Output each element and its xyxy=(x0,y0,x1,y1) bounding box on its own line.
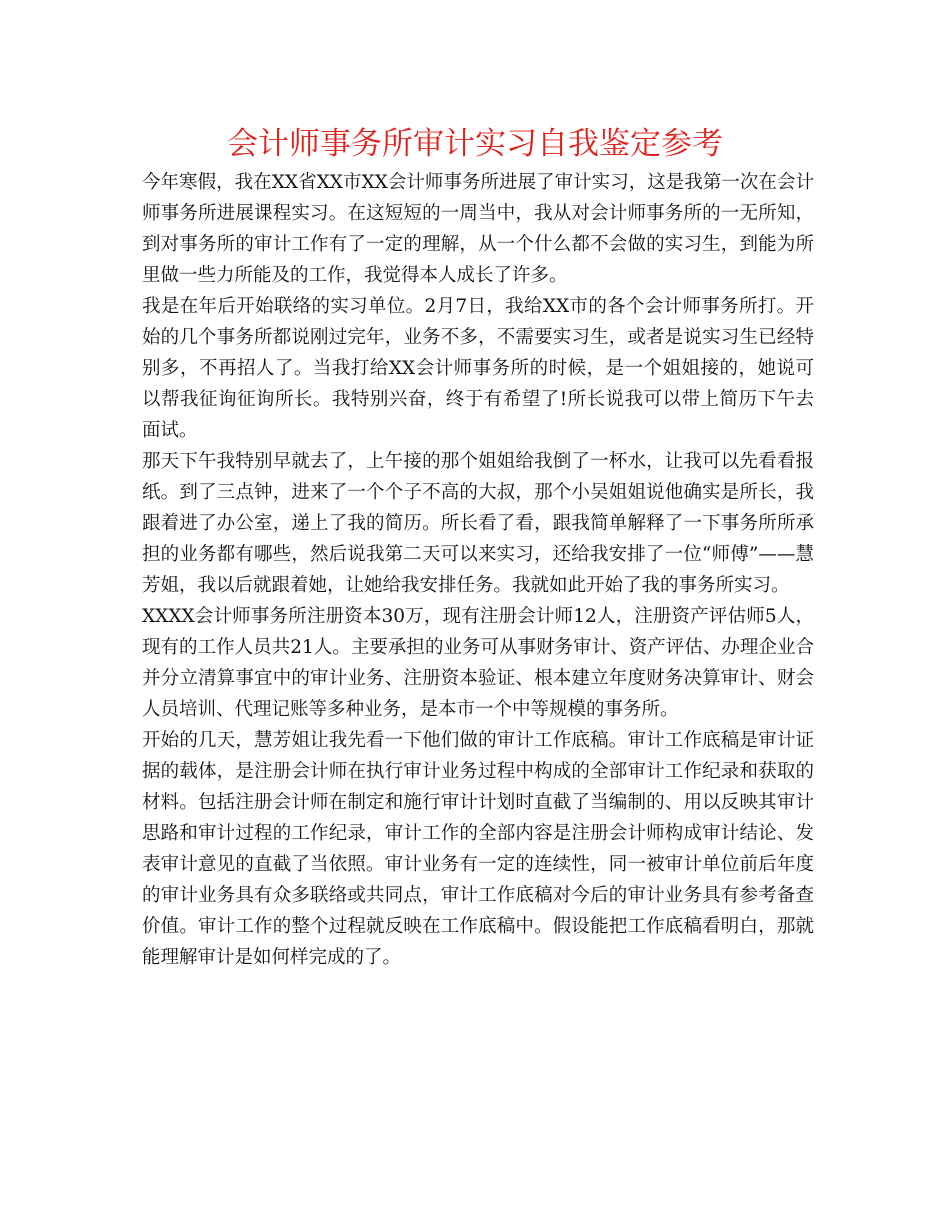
paragraph-4: XXXX会计师事务所注册资本30万，现有注册会计师12人，注册资产评估师5人，现有的工作人员共21人。主要承担的业务可从事财务审计、资产评估、办理企业合并分立清算事宜中的审计业务、注册资本验证、根本建立年度财务决算审计、财会人员培训、代理记账等多种业务，是本市一个中等规模的事务所。 xyxy=(142,606,814,720)
document-title: 会计师事务所审计实习自我鉴定参考 xyxy=(227,126,723,162)
paragraph-2: 我是在年后开始联络的实习单位。2月7日，我给XX市的各个会计师事务所打。开始的几个事务所都说刚过完年，业务不多，不需要实习生，或者是说实习生已经特别多，不再招人了。当我打给XX会计师事务所的时候，是一个姐姐接的，她说可以帮我征询征询所长。我特别兴奋，终于有希望了!所长说我可以带上简历下午去面试。 xyxy=(142,296,814,441)
paragraph-3: 那天下午我特别早就去了，上午接的那个姐姐给我倒了一杯水，让我可以先看看报纸。到了三点钟，进来了一个个子不高的大叔，那个小吴姐姐说他确实是所长，我跟着进了办公室，递上了我的简历。所长看了看，跟我简单解释了一下事务所所承担的业务都有哪些，然后说我第二天可以来实习，还给我安排了一位“师傅”——慧芳姐，我以后就跟着她，让她给我安排任务。我就如此开始了我的事务所实习。 xyxy=(142,451,814,596)
paragraph-5: 开始的几天，慧芳姐让我先看一下他们做的审计工作底稿。审计工作底稿是审计证据的载体，是注册会计师在执行审计业务过程中构成的全部审计工作纪录和获取的材料。包括注册会计师在制定和施行审计计划时直截了当编制的、用以反映其审计思路和审计过程的工作纪录，审计工作的全部内容是注册会计师构成审计结论、发表审计意见的直截了当依照。审计业务有一定的连续性，同一被审计单位前后年度的审计业务具有众多联络或共同点，审计工作底稿对今后的审计业务具有参考备查价值。审计工作的整个过程就反映在工作底稿中。假设能把工作底稿看明白，那就能理解审计是如何样完成的了。 xyxy=(142,730,814,968)
document-body xyxy=(142,167,814,973)
paragraph-1: 今年寒假，我在XX省XX市XX会计师事务所进展了审计实习，这是我第一次在会计师事务所进展课程实习。在这短短的一周当中，我从对会计师事务所的一无所知，到对事务所的审计工作有了一定的理解，从一个什么都不会做的实习生，到能为所里做一些力所能及的工作，我觉得本人成长了许多。 xyxy=(142,172,814,286)
